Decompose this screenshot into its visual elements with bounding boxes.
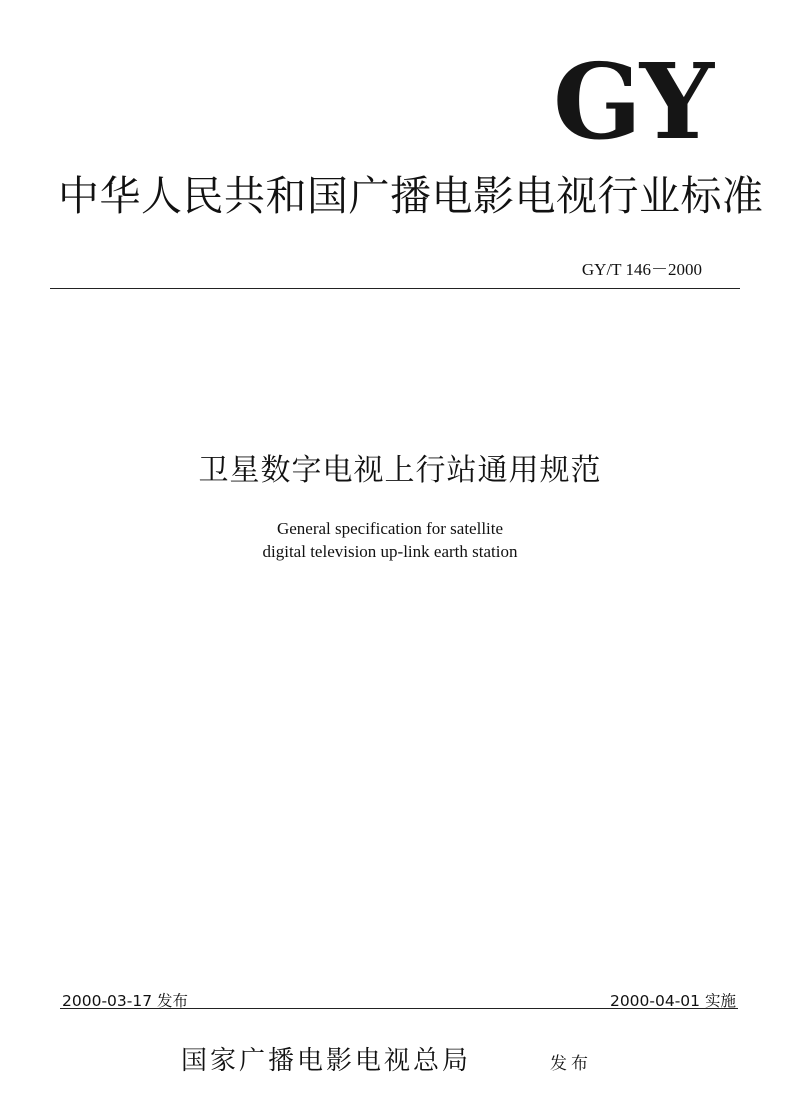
issue-date: 2000-03-17 bbox=[62, 992, 153, 1010]
document-title-english-line2: digital television up-link earth station bbox=[262, 542, 518, 561]
implementation-date: 2000-04-01 bbox=[609, 992, 701, 1010]
publisher-name: 国家广播电影电视总局 bbox=[181, 1046, 472, 1076]
industry-standard-title: 中华人民共和国广播电影电视行业标准 bbox=[58, 172, 764, 220]
footer-divider bbox=[60, 1008, 738, 1009]
issue-label: 发布 bbox=[157, 992, 189, 1010]
document-title-chinese: 卫星数字电视上行站通用规范 bbox=[198, 453, 602, 488]
implementation-label: 实施 bbox=[704, 992, 736, 1010]
header-divider bbox=[50, 288, 740, 289]
publisher-action: 发布 bbox=[550, 1054, 592, 1074]
standard-number: GY/T 146－2000 bbox=[581, 260, 702, 279]
standard-logo: GY bbox=[552, 40, 712, 163]
document-title-english-line1: General specification for satellite bbox=[276, 519, 504, 538]
